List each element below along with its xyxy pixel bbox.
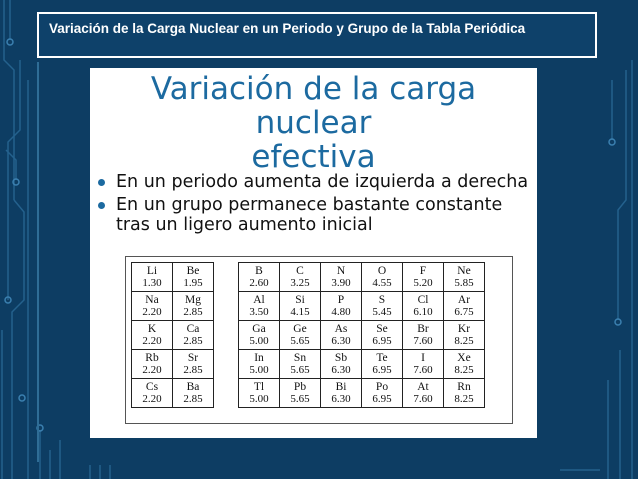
table-groups-1-2 (131, 262, 214, 408)
element-symbol: F (419, 265, 427, 277)
effective-charge-value: 6.95 (372, 393, 392, 405)
table-row (132, 263, 214, 292)
element-symbol: Cs (145, 381, 159, 393)
bullet-dot-icon (98, 179, 105, 186)
effective-charge-value: 5.65 (290, 335, 310, 347)
element-cell (444, 350, 485, 379)
element-cell (362, 379, 403, 408)
element-symbol: Si (295, 294, 305, 306)
effective-charge-value: 5.20 (413, 277, 433, 289)
element-cell (173, 263, 214, 292)
element-cell (321, 321, 362, 350)
effective-charge-value: 6.95 (372, 364, 392, 376)
element-cell (280, 379, 321, 408)
element-symbol: Ar (457, 294, 471, 306)
element-symbol: Cl (417, 294, 429, 306)
effective-charge-value: 2.20 (142, 364, 162, 376)
effective-charge-value: 6.30 (331, 335, 351, 347)
element-cell (362, 292, 403, 321)
table-groups-13-18 (238, 262, 485, 408)
element-symbol: O (377, 265, 387, 277)
table-row (239, 379, 485, 408)
element-cell (444, 263, 485, 292)
element-symbol: I (421, 352, 425, 364)
effective-charge-value: 5.65 (290, 393, 310, 405)
effective-charge-value: 2.60 (249, 277, 269, 289)
effective-charge-value: 8.25 (454, 364, 474, 376)
element-symbol: Rb (145, 352, 159, 364)
effective-charge-value: 5.00 (249, 364, 269, 376)
table-row (239, 263, 485, 292)
element-symbol: Sn (293, 352, 307, 364)
effective-charge-value: 6.30 (331, 364, 351, 376)
element-cell (321, 263, 362, 292)
element-symbol: Ne (457, 265, 471, 277)
table-row (239, 321, 485, 350)
page-title: Variación de la Carga Nuclear en un Periodo y Grupo de la Tabla Periódica (49, 21, 526, 36)
element-cell (132, 350, 173, 379)
bullet-dot-icon (98, 202, 105, 209)
element-cell (239, 321, 280, 350)
element-cell (132, 321, 173, 350)
slide-title-line-1: Variación de la carga nuclear (150, 71, 477, 141)
header-title-box (37, 12, 597, 58)
effective-charge-value: 4.80 (331, 306, 351, 318)
element-cell (280, 263, 321, 292)
element-symbol: Na (145, 294, 159, 306)
effective-charge-value: 3.90 (331, 277, 351, 289)
element-cell (403, 321, 444, 350)
element-symbol: Po (375, 381, 389, 393)
bullet-text: En un periodo aumenta de izquierda a derecha (116, 172, 529, 192)
effective-charge-value: 3.25 (290, 277, 310, 289)
table-row (132, 292, 214, 321)
table-row (239, 350, 485, 379)
element-cell (444, 292, 485, 321)
bullet-list (96, 172, 536, 238)
effective-charge-value: 5.85 (454, 277, 474, 289)
effective-charge-value: 7.60 (413, 335, 433, 347)
table-row (239, 292, 485, 321)
element-symbol: Xe (457, 352, 471, 364)
effective-charge-value: 6.95 (372, 335, 392, 347)
element-cell (403, 292, 444, 321)
element-cell (239, 379, 280, 408)
periodic-table-excerpt (125, 256, 513, 424)
element-symbol: At (417, 381, 429, 393)
element-symbol: Tl (253, 381, 265, 393)
element-symbol: Pb (293, 381, 307, 393)
bullet-item (96, 172, 536, 192)
effective-charge-value: 2.20 (142, 393, 162, 405)
element-cell (321, 292, 362, 321)
effective-charge-value: 2.20 (142, 306, 162, 318)
element-cell (362, 350, 403, 379)
element-cell (403, 379, 444, 408)
effective-charge-value: 6.10 (413, 306, 433, 318)
element-symbol: Al (253, 294, 265, 306)
element-symbol: S (378, 294, 386, 306)
element-symbol: B (255, 265, 263, 277)
effective-charge-value: 5.45 (372, 306, 392, 318)
effective-charge-value: 4.55 (372, 277, 392, 289)
element-symbol: Sb (334, 352, 348, 364)
effective-charge-value: 6.30 (331, 393, 351, 405)
bullet-text: En un grupo permanece bastante constante (116, 195, 503, 215)
effective-charge-value: 2.85 (183, 335, 203, 347)
effective-charge-value: 1.30 (142, 277, 162, 289)
element-symbol: Ba (186, 381, 200, 393)
element-cell (444, 321, 485, 350)
effective-charge-value: 5.65 (290, 364, 310, 376)
effective-charge-value: 2.85 (183, 393, 203, 405)
element-cell (444, 379, 485, 408)
effective-charge-value: 5.00 (249, 393, 269, 405)
element-cell (321, 379, 362, 408)
element-cell (132, 292, 173, 321)
effective-charge-value: 4.15 (290, 306, 310, 318)
element-symbol: Mg (185, 294, 201, 306)
element-cell (280, 321, 321, 350)
element-symbol: Ga (252, 323, 266, 335)
effective-charge-value: 2.85 (183, 306, 203, 318)
element-symbol: Be (186, 265, 200, 277)
element-symbol: C (296, 265, 304, 277)
effective-charge-value: 1.95 (183, 277, 203, 289)
effective-charge-value: 8.25 (454, 335, 474, 347)
element-symbol: Bi (335, 381, 347, 393)
element-cell (403, 350, 444, 379)
element-cell (280, 292, 321, 321)
element-symbol: Sr (187, 352, 199, 364)
element-cell (239, 292, 280, 321)
element-cell (280, 350, 321, 379)
element-cell (403, 263, 444, 292)
element-symbol: Ge (293, 323, 307, 335)
bullet-text-continued: tras un ligero aumento inicial (116, 215, 373, 235)
table-row (132, 350, 214, 379)
element-symbol: Li (146, 265, 158, 277)
effective-charge-value: 5.00 (249, 335, 269, 347)
element-cell (362, 263, 403, 292)
element-cell (173, 292, 214, 321)
effective-charge-value: 2.85 (183, 364, 203, 376)
effective-charge-value: 3.50 (249, 306, 269, 318)
element-symbol: Se (376, 323, 388, 335)
element-cell (362, 321, 403, 350)
element-symbol: P (337, 294, 345, 306)
element-cell (132, 379, 173, 408)
element-cell (321, 350, 362, 379)
element-symbol: Rn (457, 381, 471, 393)
effective-charge-value: 8.25 (454, 393, 474, 405)
element-symbol: In (254, 352, 264, 364)
element-symbol: Br (417, 323, 429, 335)
table-row (132, 379, 214, 408)
slide-image (90, 68, 537, 438)
effective-charge-value: 7.60 (413, 364, 433, 376)
effective-charge-value: 7.60 (413, 393, 433, 405)
element-cell (173, 321, 214, 350)
effective-charge-value: 6.75 (454, 306, 474, 318)
element-cell (239, 350, 280, 379)
bullet-item (96, 195, 536, 235)
element-symbol: K (147, 323, 157, 335)
element-cell (173, 379, 214, 408)
element-symbol: Te (376, 352, 388, 364)
slide-title-line-2: efectiva (251, 139, 376, 175)
element-cell (239, 263, 280, 292)
element-symbol: N (336, 265, 346, 277)
element-cell (173, 350, 214, 379)
element-symbol: Ca (186, 323, 200, 335)
slide-title (90, 72, 537, 174)
element-symbol: As (334, 323, 348, 335)
element-symbol: Kr (457, 323, 471, 335)
element-cell (132, 263, 173, 292)
effective-charge-value: 2.20 (142, 335, 162, 347)
table-row (132, 321, 214, 350)
